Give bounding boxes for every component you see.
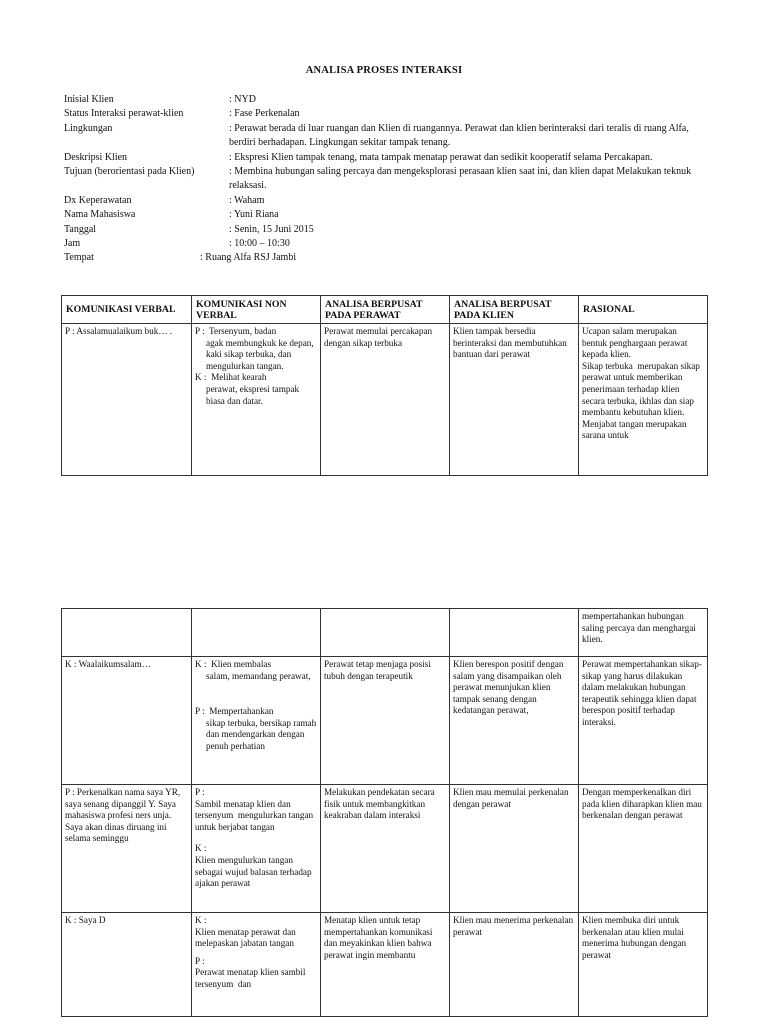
spacer — [195, 833, 317, 843]
info-label: Tujuan (berorientasi pada Klien) — [64, 166, 195, 178]
cell-analisa-klien — [450, 657, 579, 785]
cell-verbal — [62, 324, 192, 476]
info-value: : NYD — [229, 94, 256, 105]
cell-verbal — [62, 785, 192, 913]
info-row-nama — [64, 208, 714, 222]
cell-verbal — [62, 657, 192, 785]
cell-text: K : Saya D — [65, 915, 106, 925]
nonverbal-k-head: K : — [195, 915, 207, 925]
cell-verbal — [62, 609, 192, 657]
nonverbal-k-head: K : — [195, 843, 207, 854]
info-row-lingkungan — [64, 122, 714, 151]
cell-text: Klien mau memulai perkenalan dengan perawat — [453, 787, 571, 809]
info-value: : Yuni Riana — [229, 209, 279, 221]
info-row-jam — [64, 237, 714, 251]
cell-nonverbal — [192, 657, 321, 785]
info-value: : Ruang Alfa RSJ Jambi — [200, 252, 297, 264]
table-row — [62, 324, 708, 476]
info-value: : Ekspresi Klien tampak tenang, mata tampak menatap perawat dan sedikit kooperatif selama Percakapan. — [229, 151, 653, 163]
cell-nonverbal — [192, 609, 321, 657]
cell-text: Klien mau menerima perkenalan perawat — [453, 915, 576, 937]
info-row-deskripsi — [64, 151, 714, 165]
cell-analisa-perawat — [321, 609, 450, 657]
info-value: : Fase Perkenalan — [229, 108, 300, 120]
cell-text: Klien tampak bersedia berinteraksi dan membutuhkan bantuan dari perawat — [453, 326, 570, 360]
cell-analisa-perawat — [321, 324, 450, 476]
nonverbal-k-body: salam, memandang perawat, — [206, 670, 311, 681]
cell-analisa-perawat — [321, 913, 450, 1017]
cell-analisa-perawat — [321, 657, 450, 785]
nonverbal-p-body: Perawat menatap klien sambil tersenyum dan — [195, 967, 308, 989]
header-analisa-perawat: ANALISA BERPUSAT PADA PERAWAT — [321, 296, 450, 324]
cell-text: P : Perkenalkan nama saya YR, saya senang dipanggil Y. Saya mahasiswa profesi ners unja. Saya akan dinas diruang ini selama seminggu — [65, 787, 183, 844]
nonverbal-k-body: Klien mengulurkan tangan sebagai wujud balasan terhadap ajakan perawat — [195, 854, 314, 889]
table-header-row — [62, 296, 708, 324]
info-value: : Senin, 15 Juni 2015 — [229, 223, 314, 235]
info-label: Lingkungan — [64, 122, 113, 134]
table-row — [62, 785, 708, 913]
nonverbal-k-head: K : Melihat kearah — [195, 372, 267, 383]
cell-analisa-klien — [450, 785, 579, 913]
info-value: : 10:00 – 10:30 — [229, 238, 290, 250]
cell-analisa-klien — [450, 324, 579, 476]
interaction-table-page-2 — [61, 608, 708, 1017]
cell-nonverbal — [192, 913, 321, 1017]
info-row-inisial — [64, 93, 714, 107]
cell-text: K : Waalaikumsalam… — [65, 659, 151, 669]
info-row-tujuan — [64, 165, 714, 194]
info-label: Status Interaksi perawat-klien — [64, 108, 184, 120]
cell-analisa-klien — [450, 609, 579, 657]
info-row-tanggal — [64, 223, 714, 237]
cell-text: Perawat memulai percakapan dengan sikap terbuka — [324, 326, 435, 348]
cell-text: Klien membuka diri untuk berkenalan atau klien mulai menerima hubungan dengan perawat — [582, 915, 689, 960]
cell-analisa-perawat — [321, 785, 450, 913]
table-row — [62, 609, 708, 657]
info-value: : Waham — [229, 194, 265, 206]
cell-text: Dengan memperkenalkan diri pada klien diharapkan klien mau berkenalan dengan perawat — [582, 787, 705, 821]
cell-text: Klien berespon positif dengan salam yang disampaikan oleh perawat menunjukan klien tampak senang dengan kedatangan perawat, — [453, 659, 566, 716]
cell-text: P : Assalamualaikum buk… . — [65, 326, 173, 336]
page-title: ANALISA PROSES INTERAKSI — [305, 65, 463, 76]
cell-rasional — [579, 324, 708, 476]
info-label: Deskripsi Klien — [64, 151, 128, 163]
table-row — [62, 657, 708, 785]
cell-text: mempertahankan hubungan saling percaya dan menghargai klien. — [582, 611, 699, 645]
cell-text: Melakukan pendekatan secara fisik untuk membangkitkan keakraban dalam interaksi — [324, 787, 437, 821]
nonverbal-p-head: P : — [195, 787, 205, 797]
client-info — [64, 93, 714, 266]
nonverbal-p-head: P : Mempertahankan — [195, 706, 274, 717]
cell-analisa-klien — [450, 913, 579, 1017]
cell-text: Menatap klien untuk tetap mempertahankan komunikasi dan meyakinkan klien bahwa perawat ingin membantu — [324, 915, 435, 960]
info-row-tempat — [64, 251, 714, 265]
info-label: Nama Mahasiswa — [64, 209, 136, 221]
info-row-dx — [64, 194, 714, 208]
nonverbal-p-body: agak membungkuk ke depan, kaki sikap terbuka, dan mengulurkan tangan. — [206, 337, 316, 371]
nonverbal-k-body: perawat, ekspresi tampak biasa dan datar. — [206, 383, 302, 406]
info-label: Tanggal — [64, 223, 97, 235]
cell-rasional — [579, 785, 708, 913]
header-komunikasi-non-verbal: KOMUNIKASI NON VERBAL — [192, 296, 321, 324]
cell-rasional — [579, 913, 708, 1017]
info-label: Jam — [64, 238, 81, 250]
info-label: Inisial Klien — [64, 94, 114, 105]
spacer — [195, 682, 317, 706]
cell-rasional — [579, 657, 708, 785]
cell-text: Ucapan salam merupakan bentuk penghargaan perawat kepada klien. Sikap terbuka merupakan sikap perawat untuk memberikan penerimaan terhadap klien secara terbuka, ikhlas dan siap membantu kebutuhan klien. Menjabat tangan merupakan sarana untuk — [582, 326, 700, 441]
header-analisa-klien: ANALISA BERPUSAT PADA KLIEN — [450, 296, 579, 324]
nonverbal-p-body: sikap terbuka, bersikap ramah dan mendengarkan dengan penuh perhatian — [206, 717, 319, 751]
nonverbal-k-head: K : Klien membalas — [195, 659, 272, 669]
cell-text: Perawat mempertahankan sikap-sikap yang harus dilakukan dalam melakukan hubungan terapeutik sehingga klien dapat berespon positif terhadap interaksi. — [582, 659, 702, 727]
cell-text: Perawat tetap menjaga posisi tubuh dengan terapeutik — [324, 659, 434, 681]
table-row — [62, 913, 708, 1017]
header-rasional: RASIONAL — [579, 296, 708, 324]
cell-rasional — [579, 609, 708, 657]
nonverbal-p-head: P : — [195, 955, 205, 966]
cell-verbal — [62, 913, 192, 1017]
cell-nonverbal — [192, 324, 321, 476]
info-value: : Perawat berada di luar ruangan dan Klien di ruangannya. Perawat dan klien berinteraksi dari teralis di ruang Alfa, berdiri berhadapan. Lingkungan sekitar tampak tenang. — [229, 122, 689, 149]
header-komunikasi-verbal: KOMUNIKASI VERBAL — [62, 296, 192, 324]
info-row-status — [64, 107, 714, 121]
info-value: : Membina hubungan saling percaya dan mengeksplorasi perasaan klien saat ini, dan klien dapat Melakukan teknuk relaksasi. — [229, 166, 692, 192]
nonverbal-p-body: Sambil menatap klien dan tersenyum mengulurkan tangan untuk berjabat tangan — [195, 798, 316, 832]
info-label: Tempat — [64, 252, 94, 264]
info-label: Dx Keperawatan — [64, 194, 132, 206]
cell-nonverbal — [192, 785, 321, 913]
nonverbal-p-head: P : Tersenyum, badan — [195, 326, 277, 336]
nonverbal-k-body: Klien menatap perawat dan melepaskan jabatan tangan — [195, 926, 299, 949]
interaction-table-page-1 — [61, 295, 708, 476]
